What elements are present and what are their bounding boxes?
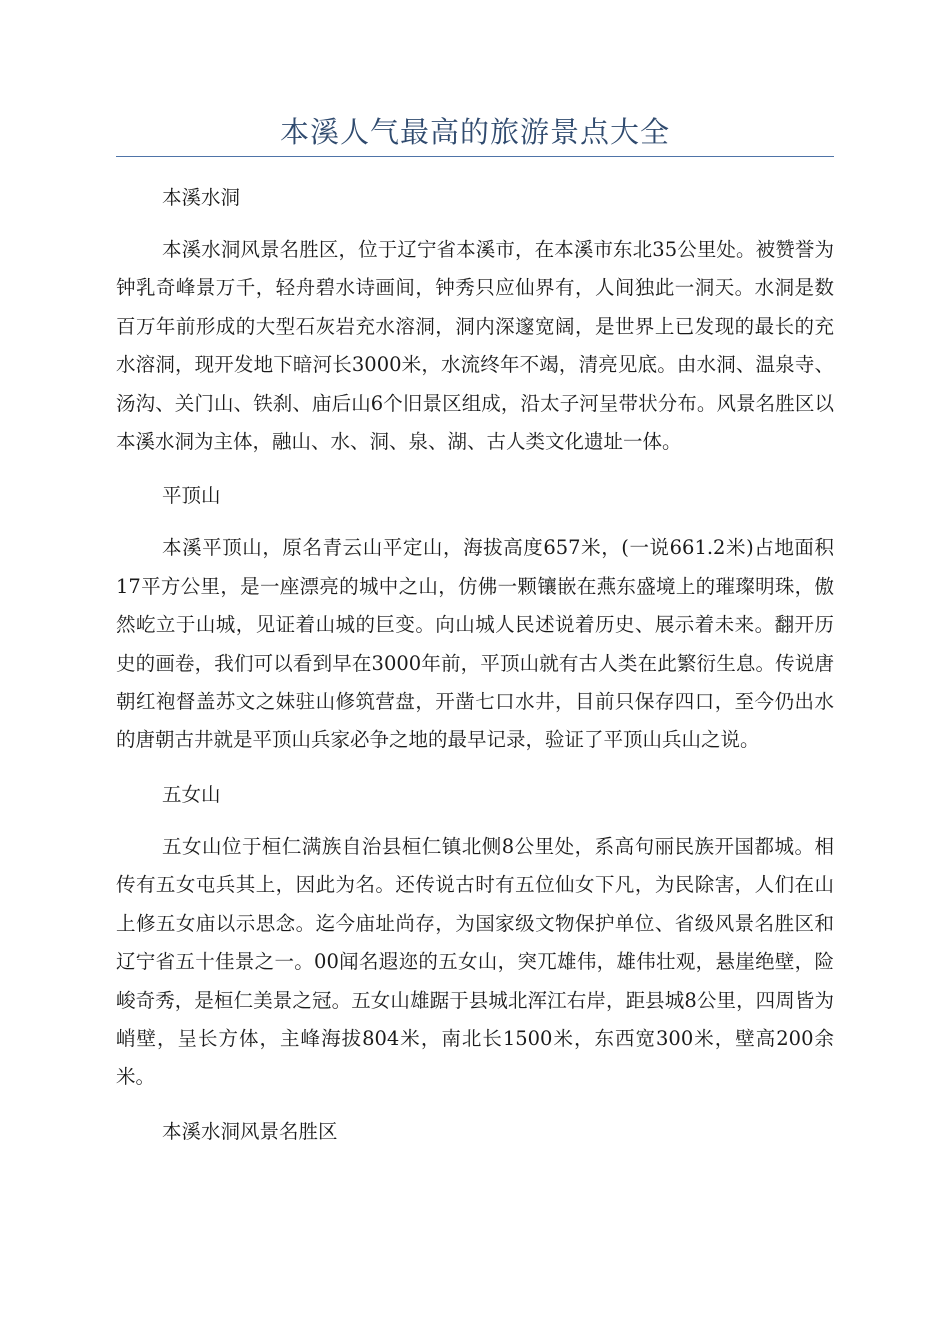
document-title: 本溪人气最高的旅游景点大全 <box>279 115 670 149</box>
document-page <box>116 0 834 1151</box>
section-heading-pingding-mountain: 平顶山 <box>162 484 221 508</box>
section-paragraph-benxi-water-cave: 本溪水洞风景名胜区，位于辽宁省本溪市，在本溪市东北35公里处。被赞誉为钟乳奇峰景万千，轻舟碧水诗画间，钟秀只应仙界有，人间独此一洞天。水洞是数百万年前形成的大型石灰岩充水溶洞，洞内深邃宽阔，是世界上已发现的最长的充水溶洞，现开发地下暗河长3000米，水流终年不竭，清亮见底。由水洞、温泉寺、汤沟、关门山、铁刹、庙后山6个旧景区组成，沿太子河呈带状分布。风景名胜区以本溪水洞为主体，融山、水、洞、泉、湖、古人类文化遗址一体。 <box>116 238 834 454</box>
section-paragraph-wunv-mountain: 五女山位于桓仁满族自治县桓仁镇北侧8公里处，系高句丽民族开国都城。相传有五女屯兵其上，因此为名。还传说古时有五位仙女下凡，为民除害，人们在山上修五女庙以示思念。迄今庙址尚存，为国家级文物保护单位、省级风景名胜区和辽宁省五十佳景之一。00闻名遐迩的五女山，突兀雄伟，雄伟壮观，悬崖绝壁，险峻奇秀，是桓仁美景之冠。五女山雄踞于县城北浑江右岸，距县城8公里，四周皆为峭壁，呈长方体，主峰海拔804米，南北长1500米，东西宽300米，壁高200余米。 <box>116 834 834 1089</box>
document-body <box>116 179 834 1151</box>
section-heading-benxi-water-cave: 本溪水洞 <box>162 186 241 209</box>
section-heading-wunv-mountain: 五女山 <box>162 782 221 806</box>
title-underline <box>116 156 834 157</box>
section-paragraph-pingding-mountain: 本溪平顶山，原名青云山平定山，海拔高度657米，(一说661.2米)占地面积17平方公里，是一座漂亮的城中之山，仿佛一颗镶嵌在燕东盛境上的璀璨明珠，傲然屹立于山城，见证着山城的巨变。向山城人民述说着历史、展示着未来。翻开历史的画卷，我们可以看到早在3000年前，平顶山就有古人类在此繁衍生息。传说唐朝红袍督盖苏文之妹驻山修筑营盘，开凿七口水井，目前只保存四口，至今仍出水的唐朝古井就是平顶山兵家必争之地的最早记录，验证了平顶山兵山之说。 <box>116 536 834 752</box>
section-heading-scenic-area: 本溪水洞风景名胜区 <box>162 1119 338 1143</box>
